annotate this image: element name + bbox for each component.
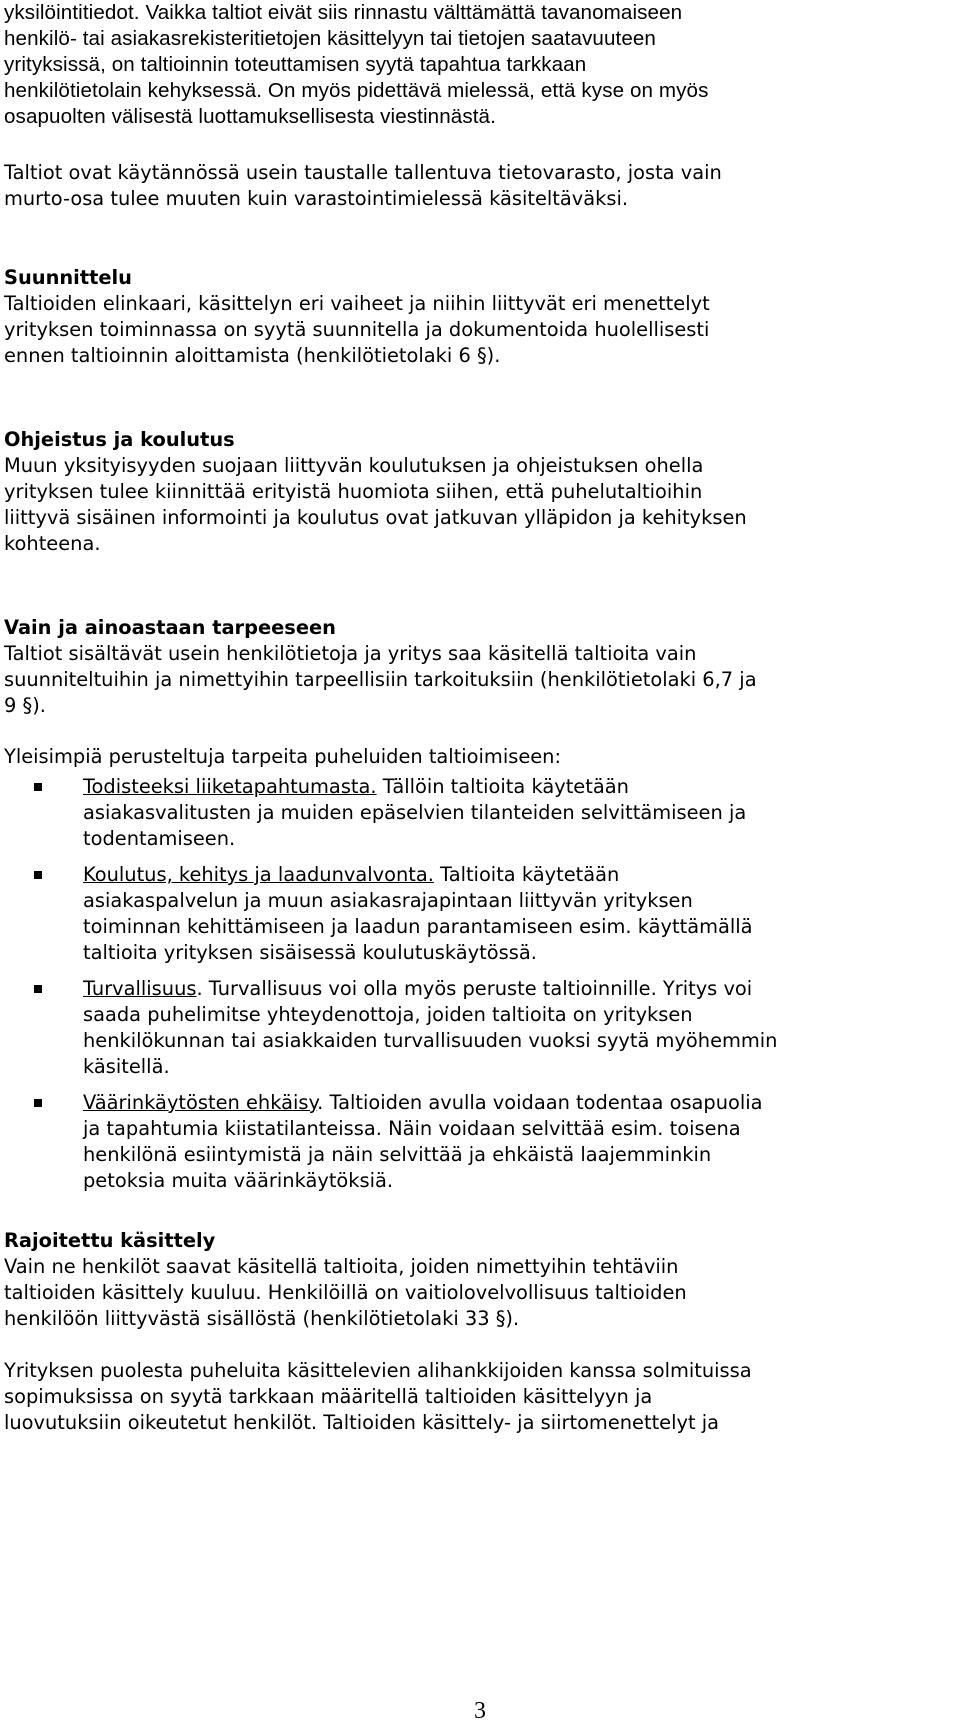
bullet-body: . Taltioiden avulla voidaan todentaa osapuolia ja tapahtumia kiistatilanteissa. Näin voidaan selvittää esim. toisena henkilönä esiintymistä ja näin selvittää ja ehkäistä laajemminkin petoksia muita väärinkäytöksiä. (83, 1091, 763, 1192)
bullet-item (0, 774, 953, 852)
heading-ohjeistus: Ohjeistus ja koulutus (4, 428, 235, 451)
alihankkijat-paragraph: Yrityksen puolesta puheluita käsittelevien alihankkijoiden kanssa solmituissa sopimuksissa on syytä tarkkaan määritellä taltioiden käsittelyyn ja luovutuksiin oikeutetut henkilöt. Taltioiden käsittely- ja siirtomenettelyt ja (4, 1359, 752, 1434)
bullet-square-icon (34, 985, 42, 993)
bullet-title: Väärinkäytösten ehkäisy (83, 1091, 318, 1114)
bullet-text (83, 976, 953, 1080)
bullet-square-icon (34, 783, 42, 791)
bullet-text (83, 774, 953, 852)
rajoitettu-paragraph: Vain ne henkilöt saavat käsitellä taltioita, joiden nimettyihin tehtäviin taltioiden käsittely kuuluu. Henkilöillä on vaitiolovelvollisuus taltioiden henkilöön liittyvästä sisällöstä (henkilötietolaki 33 §). (4, 1255, 687, 1330)
bullet-body: . Turvallisuus voi olla myös peruste taltioinnille. Yritys voi saada puhelimitse yhteydenottoja, joiden taltioita on yrityksen henkilökunnan tai asiakkaiden turvallisuuden vuoksi syytä myöhemmin käsitellä. (83, 977, 778, 1078)
intro-paragraph: yksilöintitiedot. Vaikka taltiot eivät siis rinnastu välttämättä tavanomaiseen henkilö- tai asiakasrekisteritietojen käsittelyyn tai tietojen saatavuuteen yrityksissä, on taltioinnin toteuttamisen syytä tapahtua tarkkaan henkilötietolain kehyksessä. On myös pidettävä mielessä, että kyse on myös osapuolten välisestä luottamuksellisesta viestinnästä. (4, 1, 709, 128)
bullet-text (83, 1090, 953, 1194)
bullet-body: Tällöin taltioita käytetään asiakasvalitusten ja muiden epäselvien tilanteiden selvittämiseen ja todentamiseen. (83, 775, 747, 850)
bullet-title: Todisteeksi liiketapahtumasta. (83, 775, 377, 798)
ohjeistus-paragraph: Muun yksityisyyden suojaan liittyvän koulutuksen ja ohjeistuksen ohella yrityksen tulee kiinnittää erityistä huomiota siihen, että puhelutaltioihin liittyvä sisäinen informointi ja koulutus ovat jatkuvan ylläpidon ja kehityksen kohteena. (4, 454, 747, 555)
yleisimpia-paragraph: Yleisimpiä perusteltuja tarpeita puheluiden taltioimiseen: (4, 745, 561, 768)
bullet-item (0, 1090, 953, 1194)
bullet-square-icon (34, 1099, 42, 1107)
bullet-item (0, 862, 953, 966)
bullet-title: Koulutus, kehitys ja laadunvalvonta. (83, 863, 434, 886)
bullet-text (83, 862, 953, 966)
suunnittelu-paragraph: Taltioiden elinkaari, käsittelyn eri vaiheet ja niihin liittyvät eri menettelyt yrityksen toiminnassa on syytä suunnitella ja dokumentoida huolellisesti ennen taltioinnin aloittamista (henkilötietolaki 6 §). (4, 292, 710, 367)
needs-bullet-list (0, 774, 953, 1194)
heading-rajoitettu: Rajoitettu käsittely (4, 1229, 216, 1252)
bullet-item (0, 976, 953, 1080)
taltiot-paragraph: Taltiot ovat käytännössä usein taustalle tallentuva tietovarasto, josta vain murto-osa tulee muuten kuin varastointimielessä käsiteltäväksi. (4, 161, 722, 210)
bullet-square-icon (34, 871, 42, 879)
heading-suunnittelu: Suunnittelu (4, 266, 132, 289)
page-number: 3 (474, 1698, 486, 1724)
heading-tarpeeseen: Vain ja ainoastaan tarpeeseen (4, 616, 336, 639)
tarpeeseen-paragraph: Taltiot sisältävät usein henkilötietoja ja yritys saa käsitellä taltioita vain suunniteltuihin ja nimettyihin tarpeellisiin tarkoituksiin (henkilötietolaki 6,7 ja 9 §). (4, 642, 757, 717)
bullet-body: Taltioita käytetään asiakaspalvelun ja muun asiakasrajapintaan liittyvän yrityksen toiminnan kehittämiseen ja laadun parantamiseen esim. käyttämällä taltioita yrityksen sisäisessä koulutuskäytössä. (83, 863, 753, 964)
bullet-title: Turvallisuus (83, 977, 197, 1000)
